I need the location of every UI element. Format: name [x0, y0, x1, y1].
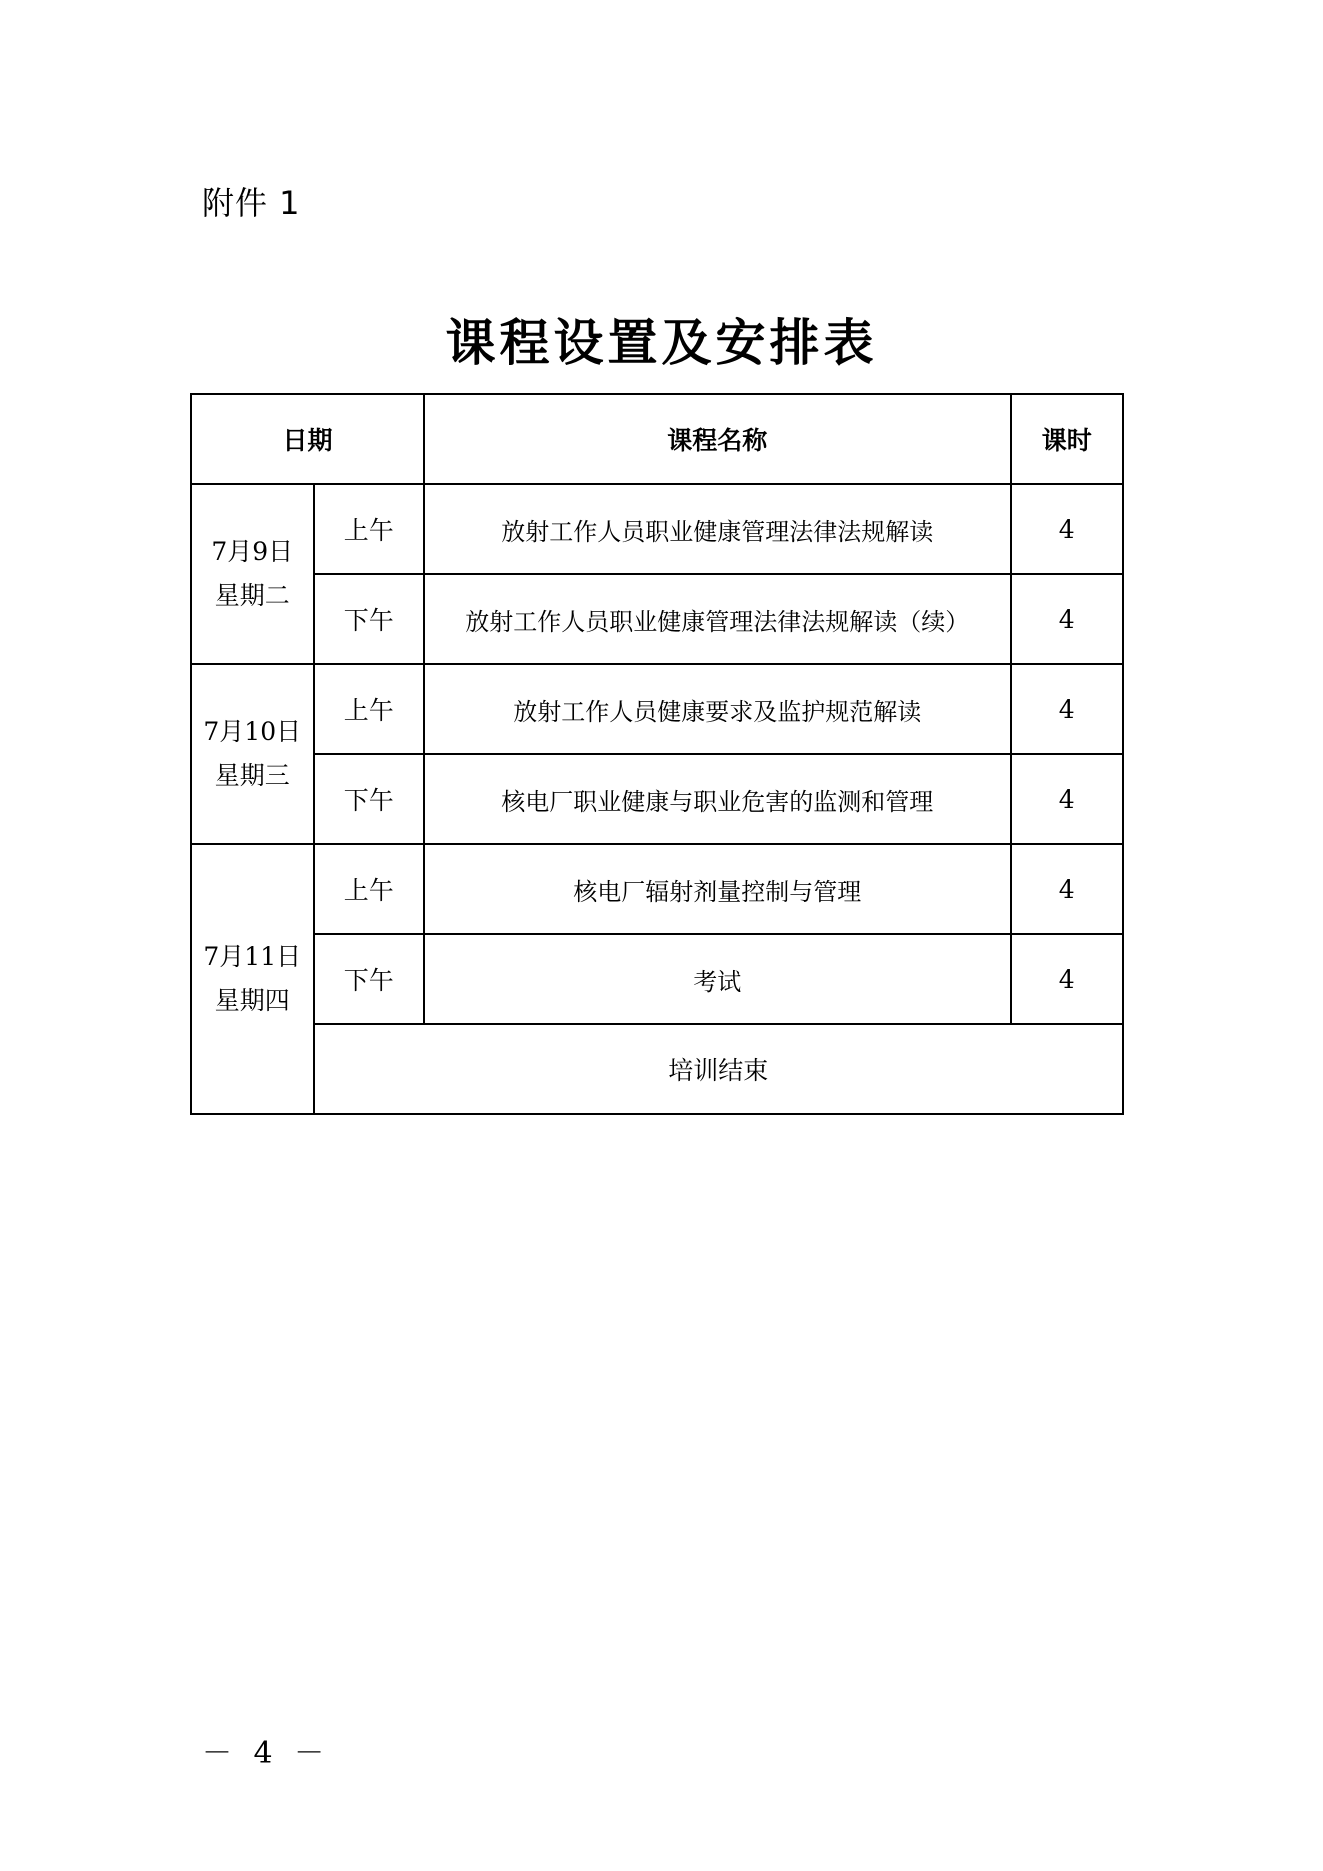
table-row: [191, 934, 1123, 1024]
hours-cell: 4: [1011, 664, 1124, 754]
header-hours: 课时: [1011, 394, 1124, 484]
date-text: 7月9日: [211, 537, 294, 566]
hours-cell: 4: [1011, 754, 1124, 844]
hours-cell: 4: [1011, 934, 1124, 1024]
hours-cell: 4: [1011, 484, 1124, 574]
date-text: 7月11日: [203, 942, 302, 971]
header-date: 日期: [191, 394, 424, 484]
table-row: [191, 844, 1123, 934]
period-cell: 上午: [314, 844, 424, 934]
period-cell: 下午: [314, 574, 424, 664]
course-cell: 核电厂职业健康与职业危害的监测和管理: [424, 754, 1011, 844]
table-row: [191, 664, 1123, 754]
date-text: 7月10日: [203, 717, 302, 746]
table-row: [191, 574, 1123, 664]
hours-cell: 4: [1011, 844, 1124, 934]
course-cell: 核电厂辐射剂量控制与管理: [424, 844, 1011, 934]
table-row: [191, 754, 1123, 844]
course-cell: 放射工作人员职业健康管理法律法规解读（续）: [424, 574, 1011, 664]
table-row-closing: [191, 1024, 1123, 1114]
course-cell: 放射工作人员职业健康管理法律法规解读: [424, 484, 1011, 574]
period-cell: 上午: [314, 664, 424, 754]
period-cell: 下午: [314, 934, 424, 1024]
weekday-text: 星期三: [214, 761, 290, 790]
table-header-row: [191, 394, 1123, 484]
course-cell: 放射工作人员健康要求及监护规范解读: [424, 664, 1011, 754]
page-number: － 4 －: [202, 1736, 331, 1771]
hours-cell: 4: [1011, 574, 1124, 664]
document-title: 课程设置及安排表: [445, 313, 878, 372]
weekday-text: 星期四: [214, 986, 290, 1015]
attachment-label: 附件 1: [202, 184, 301, 222]
weekday-text: 星期二: [214, 581, 290, 610]
course-schedule-table: [190, 393, 1124, 1115]
closing-cell: 培训结束: [314, 1024, 1123, 1114]
date-cell: [191, 844, 314, 1114]
course-cell: 考试: [424, 934, 1011, 1024]
header-course: 课程名称: [424, 394, 1011, 484]
period-cell: 下午: [314, 754, 424, 844]
date-cell: [191, 484, 314, 664]
date-cell: [191, 664, 314, 844]
period-cell: 上午: [314, 484, 424, 574]
table-row: [191, 484, 1123, 574]
